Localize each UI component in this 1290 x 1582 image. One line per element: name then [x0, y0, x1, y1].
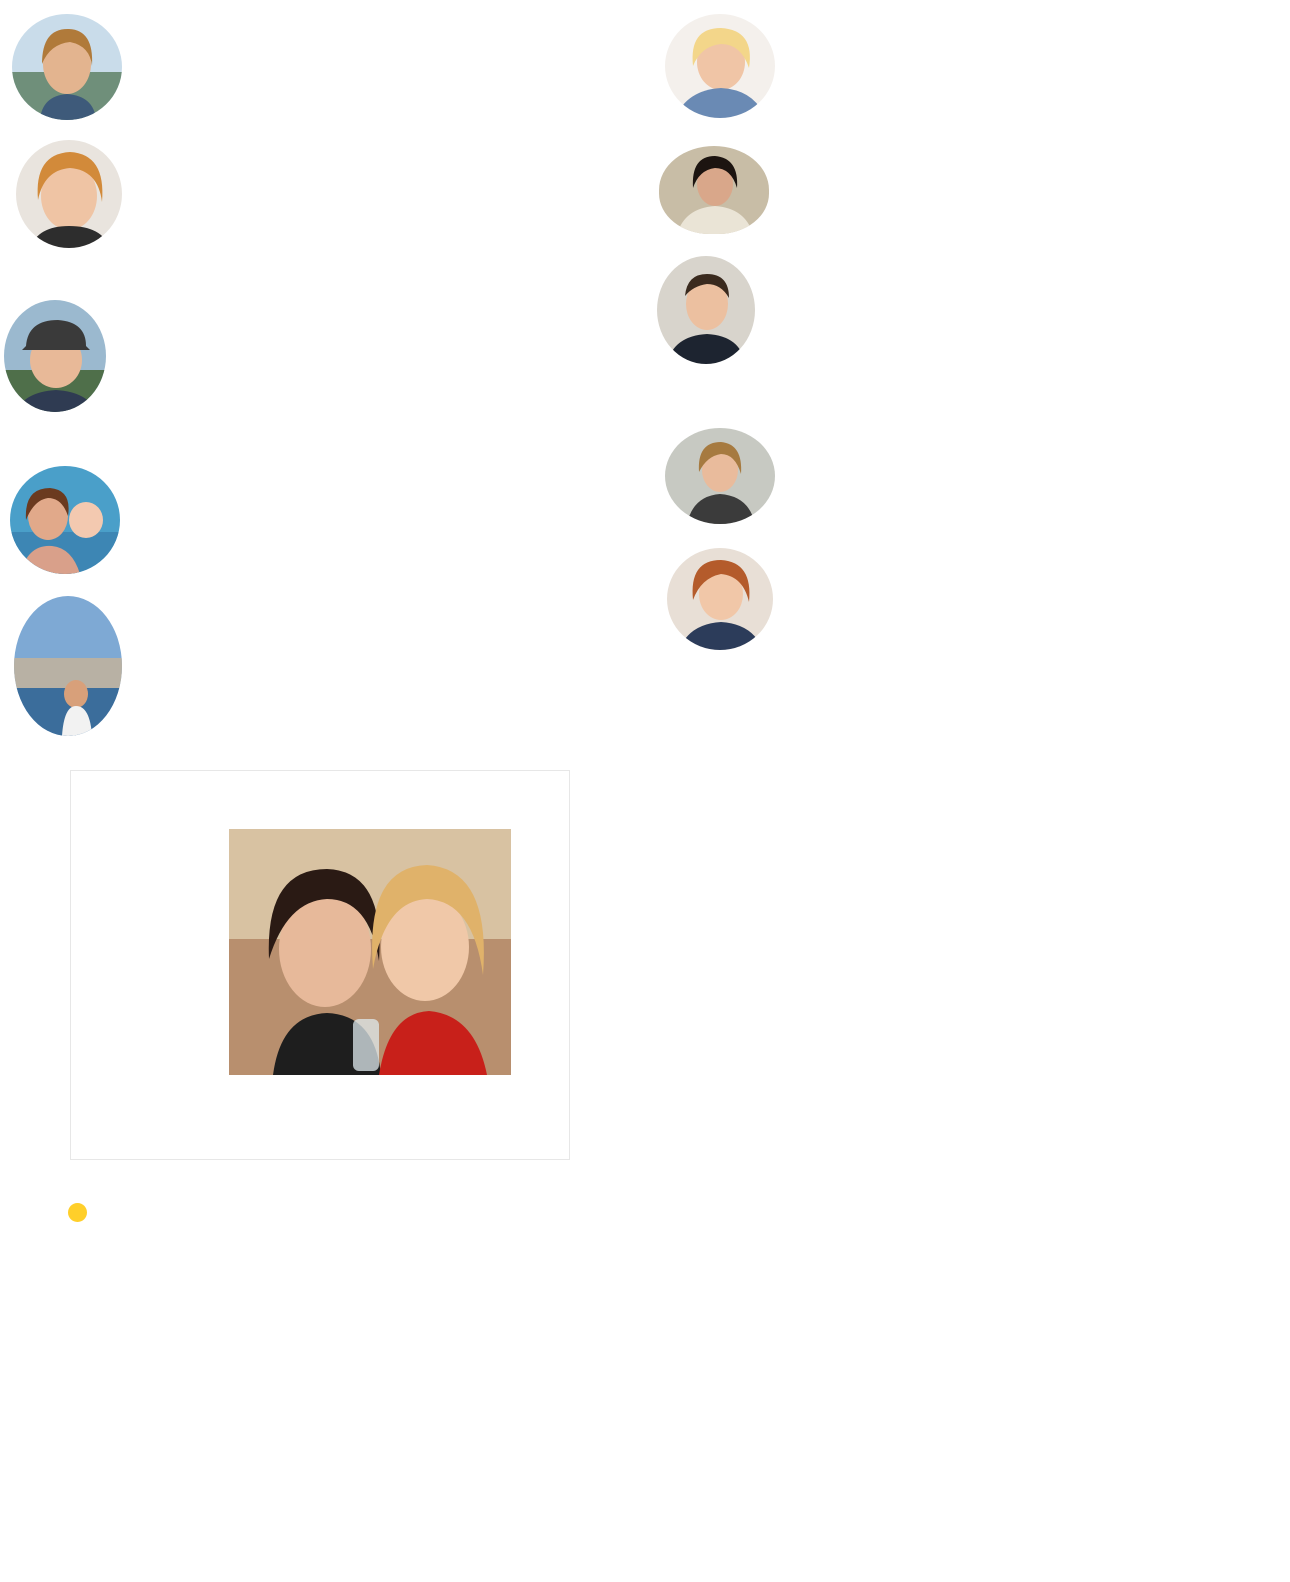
- review-sergey: [670, 704, 1258, 726]
- avatar: [14, 596, 122, 736]
- review-text: [68, 1202, 633, 1222]
- testimonial-r5-text: [807, 554, 1277, 572]
- right-column: [645, 0, 1290, 1582]
- avatar: [667, 548, 773, 650]
- testimonial-5-text: [150, 598, 620, 614]
- testimonial-3-text: [142, 302, 634, 318]
- avatar: [10, 466, 120, 574]
- avatar: [657, 256, 755, 364]
- letter-text-side: [109, 851, 223, 857]
- testimonial-r4-text: [805, 430, 1281, 448]
- avatar: [4, 300, 106, 412]
- avatar: [12, 14, 122, 120]
- testimonial-1-text: [155, 20, 620, 36]
- smile-emoji-icon: [68, 1203, 87, 1222]
- photo-two-women: [229, 829, 511, 1075]
- letter-screenshot: [70, 770, 570, 1160]
- testimonial-r3-text: [803, 268, 1281, 282]
- testimonial-2-text: [155, 146, 630, 165]
- avatar: [665, 428, 775, 524]
- avatar: [659, 146, 769, 234]
- review-natalia: [68, 1180, 633, 1222]
- avatar: [665, 14, 775, 118]
- avatar: [16, 140, 122, 248]
